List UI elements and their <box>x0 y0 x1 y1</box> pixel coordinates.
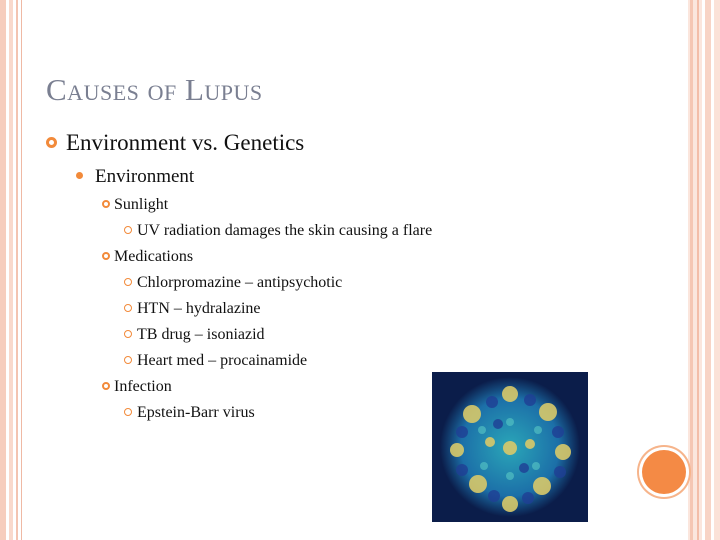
bullet-item <box>46 130 304 156</box>
virus-image <box>432 372 588 522</box>
bullet-text: Infection <box>114 378 172 395</box>
bullet-icon <box>102 200 110 208</box>
bullet-icon <box>124 304 132 312</box>
bullet-icon <box>124 356 132 364</box>
bullet-item <box>124 300 261 318</box>
bullet-item <box>102 378 172 396</box>
bullet-item <box>124 222 432 240</box>
slide-title: Causes of Lupus <box>46 72 263 107</box>
right-decor-bar-2 <box>697 0 699 540</box>
bullet-item <box>124 352 307 370</box>
accent-circle <box>642 450 686 494</box>
bullet-text: Environment vs. Genetics <box>66 130 305 155</box>
bullet-text: TB drug – isoniazid <box>137 326 265 343</box>
bullet-text: Epstein-Barr virus <box>137 404 255 421</box>
right-decor-bar-3 <box>705 0 711 540</box>
bullet-icon <box>46 137 57 148</box>
bullet-item <box>76 166 194 188</box>
bullet-item <box>124 274 342 292</box>
bullet-item <box>102 248 193 266</box>
bullet-icon <box>124 330 132 338</box>
bullet-item <box>124 326 265 344</box>
bullet-icon <box>124 278 132 286</box>
left-decor-bar-3 <box>16 0 18 540</box>
bullet-icon <box>102 252 110 260</box>
bullet-text: Heart med – procainamide <box>137 352 308 369</box>
bullet-text: UV radiation damages the skin causing a flare <box>137 222 433 239</box>
bullet-text: Medications <box>114 248 194 265</box>
bullet-item <box>102 196 168 214</box>
virus-illustration <box>432 372 588 522</box>
bullet-text: Sunlight <box>114 196 169 213</box>
bullet-text: HTN – hydralazine <box>137 300 261 317</box>
right-decor-bar-4 <box>714 0 720 540</box>
bullet-icon <box>76 172 83 179</box>
left-decor-bar-2 <box>9 0 13 540</box>
bullet-icon <box>124 226 132 234</box>
bullet-icon <box>124 408 132 416</box>
bullet-icon <box>102 382 110 390</box>
left-decor-bar-1 <box>0 0 6 540</box>
bullet-text: Chlorpromazine – antipsychotic <box>137 274 343 291</box>
bullet-item <box>124 404 255 422</box>
left-decor-bar-4 <box>21 0 22 540</box>
bullet-text: Environment <box>95 166 195 187</box>
right-decor-bar-1 <box>690 0 693 540</box>
